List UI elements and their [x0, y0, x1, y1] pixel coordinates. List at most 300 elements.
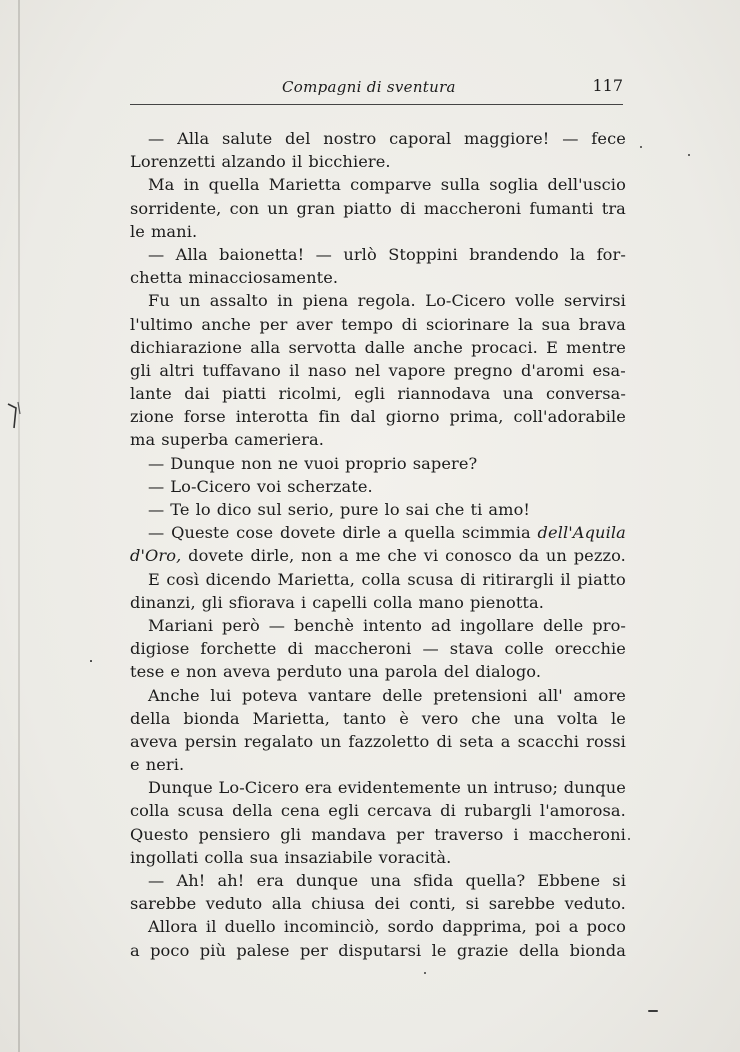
word: piena [302, 291, 349, 311]
text-line [130, 776, 626, 799]
word: pensiero [198, 824, 271, 844]
word: rossi [586, 731, 626, 751]
word: di [400, 198, 416, 218]
text-line [130, 591, 626, 614]
word: a [338, 546, 349, 566]
word: fazzoletto [348, 731, 430, 751]
word: tra [601, 198, 626, 218]
word: a [568, 917, 579, 937]
word: Queste [171, 523, 230, 543]
word: colla [361, 569, 401, 589]
word: tese [130, 662, 165, 682]
word: d'aromi [520, 360, 585, 380]
ink-speck [424, 972, 426, 974]
word: intruso; [493, 778, 559, 798]
word: poco [150, 940, 190, 960]
word: dapprima, [442, 917, 527, 937]
word: veduto. [564, 894, 626, 914]
word: sua [249, 847, 279, 867]
word: l'amorosa. [539, 801, 626, 821]
word: una [348, 662, 379, 682]
word: non [241, 453, 272, 473]
word: poi [534, 917, 561, 937]
word: di [460, 569, 476, 589]
word: superba [161, 430, 229, 450]
word: vapore [388, 360, 446, 380]
text-line [130, 289, 626, 312]
word: dei [374, 894, 400, 914]
word: cameriera. [234, 430, 325, 450]
word: sordo [387, 917, 434, 937]
text-line [130, 939, 626, 962]
word: era [256, 871, 284, 890]
word: pretensioni [433, 685, 528, 705]
word: sfiorava [228, 592, 295, 612]
word: forse [183, 407, 226, 427]
word: digiose [130, 639, 190, 659]
word: E [546, 337, 558, 357]
word: sfida [413, 871, 454, 890]
word: bionda [569, 940, 626, 960]
word: piatto [343, 198, 392, 218]
word: regalato [244, 731, 314, 751]
text-line [130, 568, 626, 591]
word: ingollati [130, 847, 199, 867]
word: Dunque [170, 453, 236, 473]
word: lante [130, 384, 172, 404]
word: cena [280, 801, 321, 821]
word: Lo-Cicero [425, 291, 506, 311]
text-line [130, 197, 626, 220]
word: parola [384, 662, 438, 682]
word: amo! [488, 500, 531, 519]
word: Marietta [268, 175, 341, 195]
word: della [232, 801, 273, 821]
word: traverso [434, 824, 504, 844]
text-line [130, 452, 626, 475]
body-text [130, 127, 626, 962]
word: un [466, 778, 488, 798]
word: bicchiere. [308, 152, 391, 172]
word: fin [318, 407, 341, 427]
word: dal [350, 407, 376, 427]
word: aveva [130, 731, 178, 751]
word: era [304, 778, 333, 798]
word: prima, [449, 407, 504, 427]
word: colla [130, 801, 170, 821]
word: scusa [177, 801, 224, 821]
word: più [199, 940, 227, 960]
word: non [301, 546, 333, 566]
word: veduto [205, 894, 263, 914]
word: chetta [130, 268, 183, 288]
word: e [170, 662, 181, 682]
word: colle [504, 639, 544, 659]
word: è [399, 708, 409, 728]
word: un [267, 198, 289, 218]
word: colla [373, 592, 413, 612]
word: perduto [276, 662, 343, 682]
text-line [130, 428, 626, 451]
text-line [130, 869, 626, 892]
text-line [130, 498, 626, 521]
word: maggiore! [464, 129, 550, 148]
text-line [130, 150, 626, 173]
word: Alla [177, 129, 210, 148]
word: me [355, 546, 381, 566]
word: Anche [148, 685, 200, 705]
word: voi [256, 476, 282, 496]
word: maccheroni [528, 824, 626, 844]
word: gli [280, 824, 302, 844]
word: anche [201, 314, 251, 334]
word: ti [470, 500, 483, 519]
text-line [130, 127, 626, 150]
word: ad [430, 615, 452, 635]
text-line [130, 614, 626, 637]
word: duello [224, 917, 276, 937]
word: di [401, 314, 418, 334]
word: Marietta, [252, 708, 331, 728]
word: proprio [345, 453, 407, 473]
word: una [513, 708, 545, 728]
word: dovete [188, 546, 244, 566]
text-line [130, 637, 626, 660]
word: Dunque [148, 778, 213, 798]
word: egli [354, 384, 385, 404]
text-line [130, 266, 626, 289]
word: gli [201, 592, 223, 612]
text-line [130, 405, 626, 428]
word: il [291, 152, 303, 172]
word: scherzate. [287, 476, 373, 496]
word: serio, [287, 500, 335, 519]
word: — [422, 639, 439, 659]
word: di [440, 801, 456, 821]
word: volta [557, 708, 599, 728]
word: di [287, 639, 304, 659]
text-line [130, 521, 626, 544]
word: un [320, 731, 342, 751]
word: da [518, 546, 539, 566]
word: conti, [409, 894, 457, 914]
running-title: Compagni di sventura [282, 78, 456, 96]
word: stava [449, 639, 494, 659]
word: grazie [456, 940, 509, 960]
word: sulla [440, 175, 481, 195]
word: benchè [294, 615, 355, 635]
word: ah! [217, 871, 245, 890]
word: in [183, 175, 200, 195]
word: Mariani [148, 615, 214, 635]
word: — [148, 523, 165, 543]
text-line [130, 799, 626, 822]
word: tanto [342, 708, 387, 728]
ink-speck [648, 1010, 658, 1012]
word: alzando [221, 152, 286, 172]
word: nel [354, 360, 381, 380]
word: mano [418, 592, 465, 612]
word: — [148, 476, 165, 496]
word: gli [130, 360, 152, 380]
word: dicendo [205, 569, 272, 589]
text-line [130, 707, 626, 730]
word: chiusa [311, 894, 365, 914]
word: Lo-Cicero [170, 476, 251, 496]
word: in [277, 291, 294, 311]
word: a [500, 731, 511, 751]
header-rule [130, 104, 623, 105]
word: pienotta. [470, 592, 545, 612]
word: rubargli [464, 801, 532, 821]
word: della [518, 940, 560, 960]
word: Questo [130, 824, 189, 844]
word: incominciò, [283, 917, 380, 937]
word: Te [170, 500, 190, 519]
word: ma [130, 430, 156, 450]
text-line [130, 753, 626, 776]
ink-speck [640, 146, 642, 148]
text-line [130, 660, 626, 683]
ink-speck [688, 154, 690, 156]
word: — [315, 244, 332, 264]
word: pro- [592, 615, 626, 635]
word: intento [362, 615, 423, 635]
word: però [222, 615, 260, 635]
word: pezzo. [573, 546, 626, 566]
word: Lorenzetti [130, 152, 216, 172]
word: scusa [407, 569, 454, 589]
word: procaci. [471, 337, 538, 357]
word: — [562, 129, 579, 148]
word: sai [405, 500, 430, 519]
text-line [130, 730, 626, 753]
word: Marietta, [277, 569, 355, 589]
word: a [130, 940, 140, 960]
word: egli [328, 801, 359, 821]
text-line [130, 243, 626, 266]
word: servotta [288, 337, 357, 357]
word: il [205, 917, 217, 937]
word: Alla [175, 244, 208, 264]
word: si [612, 871, 626, 890]
word: piatti [222, 384, 267, 404]
word: scacchi [517, 731, 580, 751]
word: giorno [385, 407, 440, 427]
word: dovete [280, 523, 336, 543]
word: sul [257, 500, 282, 519]
word: lo [384, 500, 400, 519]
word: ritirargli [482, 569, 554, 589]
word: mandava [311, 824, 387, 844]
word: del [285, 129, 311, 148]
word: alla [271, 894, 302, 914]
word: pure [340, 500, 379, 519]
word: mentre [566, 337, 626, 357]
word: — [148, 453, 165, 473]
word: del [443, 662, 470, 682]
word: ingollare [460, 615, 535, 635]
word: così [166, 569, 200, 589]
text-line [130, 359, 626, 382]
word: sarebbe [130, 894, 197, 914]
word: poteva [242, 685, 298, 705]
ink-speck [90, 660, 92, 662]
word: vero [421, 708, 459, 728]
text-line [130, 313, 626, 336]
word: — [148, 871, 165, 890]
word: esa- [592, 360, 626, 380]
word: vi [423, 546, 439, 566]
word: soglia [489, 175, 539, 195]
word: dico [216, 500, 252, 519]
word: Allora [148, 917, 198, 937]
word: assalto [209, 291, 268, 311]
word: si [465, 894, 480, 914]
word: dai [184, 384, 210, 404]
word: d'Oro, [130, 546, 182, 566]
word: quella [208, 175, 260, 195]
word: quella [404, 523, 456, 543]
word: ne [278, 453, 299, 473]
word: le [610, 708, 626, 728]
word: interotta [235, 407, 309, 427]
word: regola. [357, 291, 416, 311]
word: sua [541, 314, 571, 334]
word: seta [459, 731, 494, 751]
word: dalle [364, 337, 406, 357]
word: brandendo [469, 244, 559, 264]
page-number: 117 [592, 76, 623, 95]
word: dinanzi, [130, 592, 196, 612]
word: Fu [148, 291, 170, 311]
word: mani. [150, 221, 198, 241]
word: insaziabile [284, 847, 373, 867]
text-line [130, 846, 626, 869]
word: aver [296, 314, 333, 334]
word: baionetta! [219, 244, 305, 264]
word: vuoi [304, 453, 340, 473]
word: disputarsi [338, 940, 422, 960]
word: dichiarazione [130, 337, 243, 357]
word: riannodava [397, 384, 491, 404]
text-line [130, 220, 626, 243]
word: conosco [445, 546, 512, 566]
word: fumanti [529, 198, 594, 218]
word: zione [130, 407, 174, 427]
word: maccheroni [423, 198, 522, 218]
word: per [299, 940, 328, 960]
word: dialogo. [475, 662, 542, 682]
word: le [431, 940, 447, 960]
word: un [545, 546, 567, 566]
word: per [259, 314, 288, 334]
word: a [387, 523, 398, 543]
word: maccheroni [314, 639, 412, 659]
word: servirsi [563, 291, 626, 311]
word: comparve [350, 175, 432, 195]
word: e [130, 755, 140, 775]
word: una [370, 871, 402, 890]
word: naso [308, 360, 347, 380]
word: volle [515, 291, 555, 311]
word: con [229, 198, 260, 218]
word: tuffavano [202, 360, 281, 380]
ink-speck [628, 838, 630, 840]
text-line [130, 173, 626, 196]
word: urlò [343, 244, 377, 264]
word: lo [195, 500, 211, 519]
word: piatto [577, 569, 626, 589]
text-line [130, 336, 626, 359]
word: aveva [222, 662, 271, 682]
word: sapere? [412, 453, 478, 473]
word: la [518, 314, 534, 334]
word: gran [296, 198, 336, 218]
word: di [436, 731, 453, 751]
word: lui [210, 685, 232, 705]
word: Lo-Cicero [218, 778, 300, 798]
word: l'ultimo [130, 314, 193, 334]
word: anche [413, 337, 463, 357]
word: i [513, 824, 519, 844]
text-line [130, 382, 626, 405]
word: nostro [323, 129, 377, 148]
word: evidentemente [337, 778, 461, 798]
word: persin [184, 731, 237, 751]
word: palese [236, 940, 290, 960]
word: dell'uscio [547, 175, 626, 195]
word: che [387, 546, 417, 566]
page-binding-edge [18, 0, 20, 1052]
text-line [130, 475, 626, 498]
word: delle [382, 685, 423, 705]
word: Ah! [176, 871, 206, 890]
word: la [570, 244, 586, 264]
word: vantare [308, 685, 372, 705]
text-line [130, 684, 626, 707]
text-line [130, 544, 626, 567]
word: quella? [465, 871, 526, 890]
word: conversa- [545, 384, 626, 404]
word: colla [204, 847, 244, 867]
word: — [148, 244, 165, 264]
word: dirle [342, 523, 381, 543]
text-line [130, 915, 626, 938]
word: una [502, 384, 534, 404]
word: dell'Aquila [537, 523, 626, 543]
word: tempo [341, 314, 394, 334]
text-line [130, 892, 626, 915]
margin-mark-icon [4, 398, 30, 430]
word: non [186, 662, 217, 682]
word: delle [542, 615, 584, 635]
word: pregno [453, 360, 513, 380]
word: il [289, 360, 300, 380]
word: ricolmi, [278, 384, 342, 404]
word: che [471, 708, 501, 728]
word: dunque [296, 871, 359, 890]
word: sciorinare [425, 314, 510, 334]
word: Ma [148, 175, 175, 195]
word: altri [159, 360, 195, 380]
word: caporal [389, 129, 452, 148]
word: cose [236, 523, 274, 543]
word: — [148, 129, 165, 148]
word: i [300, 592, 307, 612]
word: per [396, 824, 425, 844]
word: forchette [200, 639, 277, 659]
